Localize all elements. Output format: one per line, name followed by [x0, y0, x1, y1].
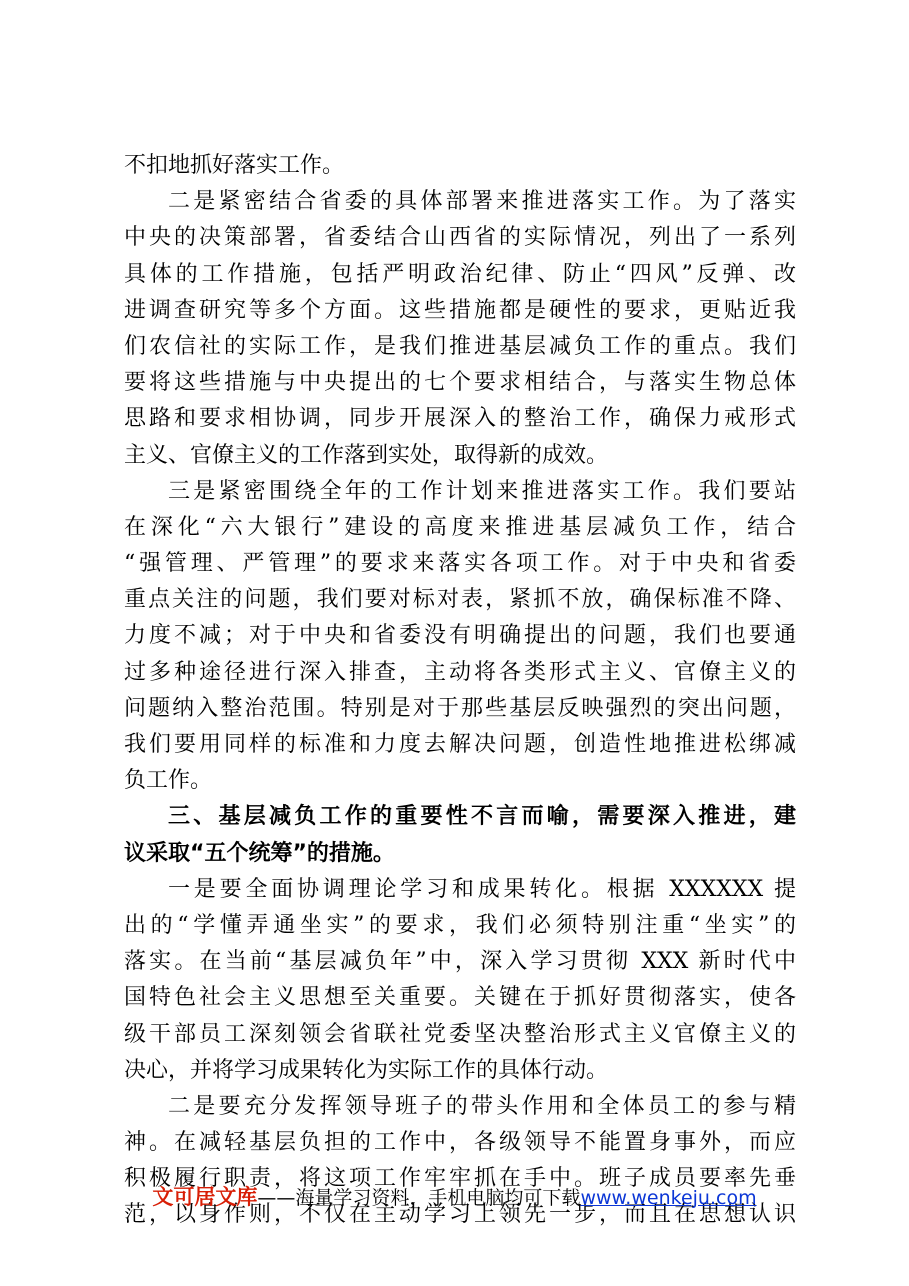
footer-tagline: ——海量学习资料，手机电脑均可下载 — [257, 1187, 581, 1209]
section-heading-line: 三、基层减负工作的重要性不言而喻，需要深入推进，建 — [168, 804, 796, 830]
section-heading-line: 议采取“五个统筹”的措施。 — [124, 840, 395, 866]
paragraph-line: 国特色社会主义思想至关重要。关键在于抓好贯彻落实，使各 — [124, 985, 796, 1011]
footer-banner — [0, 1181, 909, 1211]
paragraph-line: 思路和要求相协调，同步开展深入的整治工作，确保力戒形式 — [124, 406, 796, 432]
paragraph-line: 负工作。 — [124, 768, 213, 794]
paragraph-line: 级干部员工深刻领会省联社党委坚决整治形式主义官僚主义的 — [124, 1021, 796, 1047]
paragraph-line: 决心，并将学习成果转化为实际工作的具体行动。 — [124, 1057, 609, 1083]
paragraph-line: 落实。在当前“基层减负年”中，深入学习贯彻 XXX 新时代中 — [124, 949, 796, 975]
paragraph-line: 主义、官僚主义的工作落到实处，取得新的成效。 — [124, 442, 609, 468]
paragraph-line: 力度不减；对于中央和省委没有明确提出的问题，我们也要通 — [124, 623, 796, 649]
paragraph-line: 二是要充分发挥领导班子的带头作用和全体员工的参与精 — [168, 1093, 796, 1119]
paragraph-line: 三是紧密围绕全年的工作计划来推进落实工作。我们要站 — [168, 478, 796, 504]
paragraph-line: 一是要全面协调理论学习和成果转化。根据 XXXXXX 提 — [168, 876, 796, 902]
paragraph-line: 范，以身作则，不仅在主动学习上领先一步，而且在思想认识 — [124, 1202, 796, 1228]
paragraph-line: 我们要用同样的标准和力度去解决问题，创造性地推进松绑减 — [124, 732, 796, 757]
document-body — [124, 148, 796, 1234]
paragraph-line: 进调查研究等多个方面。这些措施都是硬性的要求，更贴近我 — [124, 297, 796, 323]
paragraph-line: 神。在减轻基层负担的工作中，各级领导不能置身事外，而应 — [124, 1130, 796, 1156]
paragraph-line: 过多种途径进行深入排查，主动将各类形式主义、官僚主义的 — [124, 659, 796, 685]
paragraph-line: 要将这些措施与中央提出的七个要求相结合，与落实生物总体 — [124, 370, 796, 396]
paragraph-line: 具体的工作措施，包括严明政治纪律、防止“四风”反弹、改 — [124, 261, 796, 287]
footer-brand: 文可居文库 — [152, 1185, 258, 1209]
paragraph-line: 不扣地抓好落实工作。 — [124, 153, 345, 178]
paragraph-line: 中央的决策部署，省委结合山西省的实际情况，列出了一系列 — [124, 225, 796, 251]
paragraph-line: 积极履行职责，将这项工作牢牢抓在手中。班子成员要率先垂 — [124, 1166, 796, 1192]
footer-link[interactable]: www.wenkeju.com — [580, 1187, 757, 1209]
paragraph-line: 问题纳入整治范围。特别是对于那些基层反映强烈的突出问题， — [124, 695, 796, 721]
paragraph-line: 重点关注的问题，我们要对标对表，紧抓不放，确保标准不降、 — [124, 587, 796, 613]
paragraph-line: 在深化“六大银行”建设的高度来推进基层减负工作，结合 — [124, 514, 796, 540]
paragraph-line: 出的“学懂弄通坐实”的要求，我们必须特别注重“坐实”的 — [124, 912, 796, 938]
paragraph-line: 二是紧密结合省委的具体部署来推进落实工作。为了落实 — [168, 189, 796, 215]
paragraph-line: 们农信社的实际工作，是我们推进基层减负工作的重点。我们 — [124, 333, 796, 359]
paragraph-line: “强管理、严管理”的要求来落实各项工作。对于中央和省委 — [124, 551, 796, 577]
